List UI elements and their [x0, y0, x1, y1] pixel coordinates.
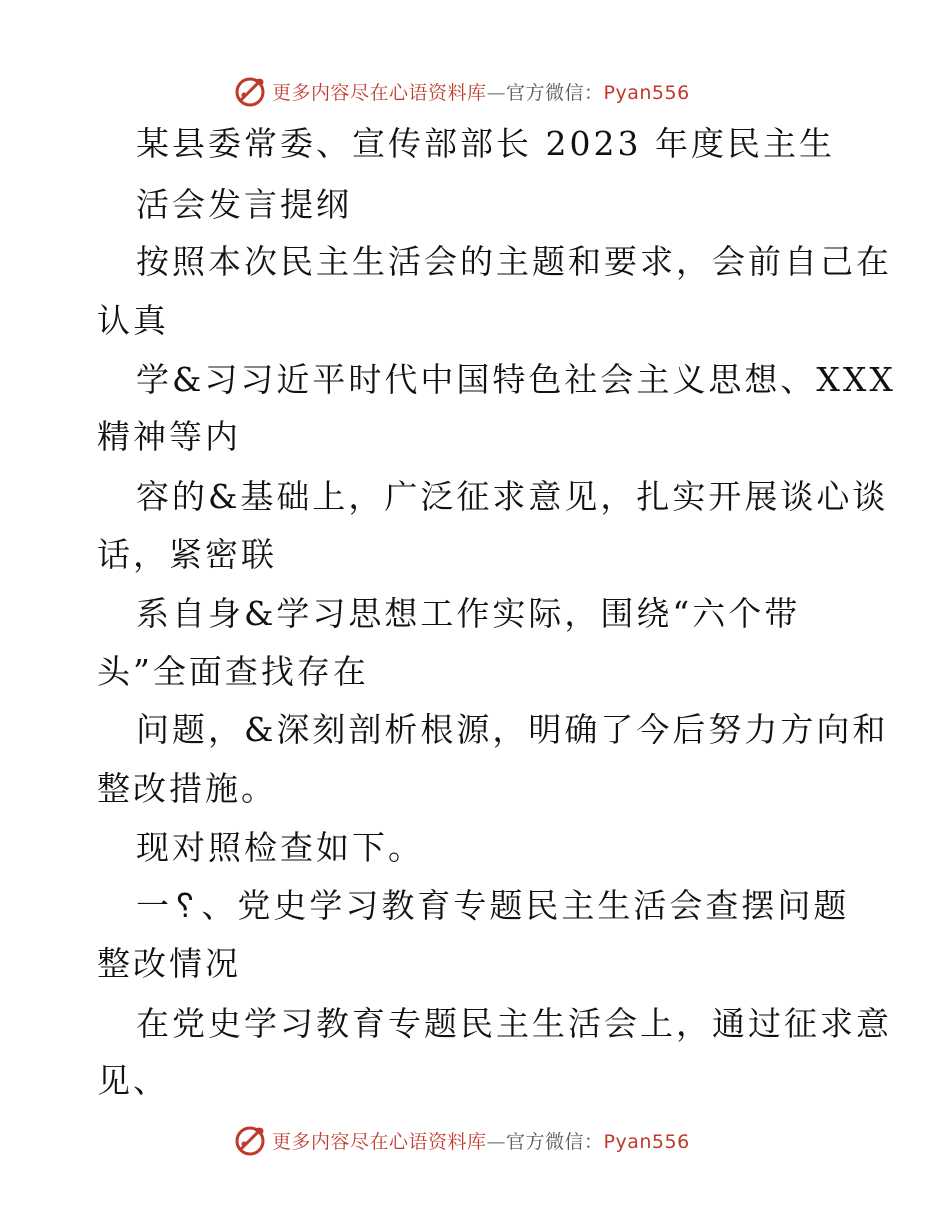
watermark-contact-label: 官方微信： [506, 1130, 604, 1153]
watermark-separator: — [486, 81, 507, 104]
section-heading-line: 整改情况 [97, 944, 241, 983]
document-title-line-1: 某县委常委、宣传部部长 2023 年度民主生 [136, 124, 835, 163]
paragraph-line: 话，紧密联 [97, 535, 277, 574]
paragraph-line: 见、 [97, 1061, 169, 1100]
quill-seal-icon [232, 73, 268, 109]
watermark-contact-id: Pyan556 [603, 1130, 690, 1153]
paragraph-line: 按照本次民主生活会的主题和要求，会前自己在 [136, 242, 892, 281]
paragraph-line: 在党史学习教育专题民主生活会上，通过征求意 [136, 1004, 892, 1043]
paragraph-line: 精神等内 [97, 417, 241, 456]
paragraph-line: 头”全面查找存在 [97, 652, 369, 691]
watermark-contact-label: 官方微信： [506, 81, 604, 104]
paragraph-line: 问题，&深刻剖析根源，明确了今后努力方向和 [136, 710, 889, 749]
paragraph-line: 现对照检查如下。 [136, 828, 424, 867]
watermark-text [272, 1127, 690, 1154]
document-title-line-2: 活会发言提纲 [136, 185, 352, 224]
watermark-brand: 更多内容尽在心语资料库 [272, 1130, 487, 1153]
footer-watermark [232, 1120, 690, 1160]
quill-seal-icon [232, 1122, 268, 1158]
watermark-separator: — [486, 1130, 507, 1153]
header-watermark [232, 71, 690, 111]
paragraph-line: 容的&基础上，广泛征求意见，扎实开展谈心谈 [136, 477, 889, 516]
paragraph-line: 系自身&学习思想工作实际，围绕“六个带 [136, 594, 801, 633]
paragraph-line: 认真 [97, 301, 169, 340]
watermark-contact-id: Pyan556 [603, 81, 690, 104]
section-heading-line: 一␦、党史学习教育专题民主生活会查摆问题 [136, 886, 850, 925]
paragraph-line: 整改措施。 [97, 769, 277, 808]
watermark-text [272, 78, 690, 105]
watermark-brand: 更多内容尽在心语资料库 [272, 81, 487, 104]
paragraph-line: 学&习习近平时代中国特色社会主义思想、XXX [136, 360, 896, 399]
